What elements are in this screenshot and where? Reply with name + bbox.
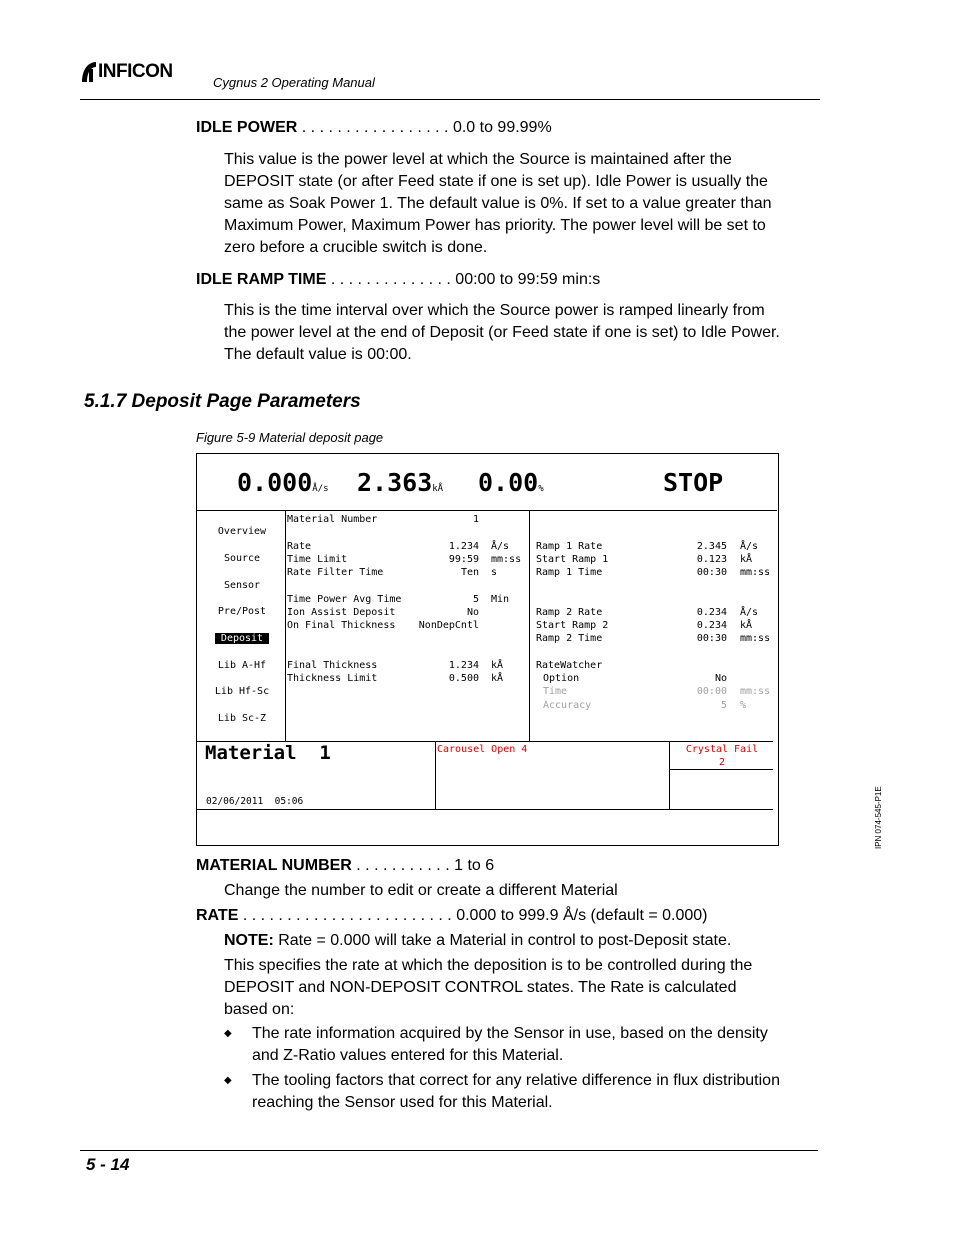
menu-deposit-label: Deposit	[215, 633, 269, 644]
divider	[669, 741, 670, 809]
param-value: No	[466, 607, 479, 618]
rate-value: 0.000	[237, 468, 313, 497]
param-value: NonDepCntl	[418, 620, 479, 631]
menu-deposit[interactable]	[211, 633, 273, 644]
param-name: Final Thickness	[287, 660, 378, 671]
param-value: No	[714, 673, 727, 684]
bullet-icon: ◆	[224, 1075, 232, 1086]
text-line: This value is the power level at which the Source is maintained after the	[224, 151, 732, 168]
bullet-item	[252, 1070, 822, 1114]
param-range: 00:00 to 99:59 min:s	[455, 271, 601, 288]
text-line: the power level at the end of Deposit (or Feed state if one is set) to Idle Power.	[224, 324, 780, 341]
param-name: Rate Filter Time	[287, 567, 384, 578]
menu-sensor[interactable]: Sensor	[223, 580, 261, 591]
text-line: The default value is 00:00.	[224, 346, 412, 363]
param-name: Ramp 1 Time	[536, 567, 603, 578]
section-heading: 5.1.7 Deposit Page Parameters	[84, 391, 361, 412]
param-name: Rate	[287, 541, 312, 552]
param-unit: Min	[491, 594, 510, 605]
note-label: NOTE:	[224, 932, 274, 949]
divider	[197, 809, 773, 810]
param-value: 1	[472, 514, 479, 525]
param-unit: Å/s	[491, 541, 510, 552]
param-value: 2.345	[696, 541, 727, 552]
param-name: Ramp 2 Time	[536, 633, 603, 644]
param-label: IDLE POWER	[196, 119, 298, 136]
state-readout: STOP	[663, 468, 724, 497]
param-unit: Å/s	[740, 607, 759, 618]
param-name: Ramp 2 Rate	[536, 607, 603, 618]
carousel-alarm: Carousel Open 4	[437, 744, 528, 755]
param-unit: mm:ss	[740, 686, 771, 697]
param-value: 00:00	[696, 686, 727, 697]
param-unit: mm:ss	[491, 554, 522, 565]
param-value: 00:30	[696, 633, 727, 644]
param-leader: . . . . . . . . . . .	[351, 857, 455, 874]
thickness-unit: kÅ	[432, 484, 444, 494]
note-text: Rate = 0.000 will take a Material in control to post-Deposit state.	[273, 932, 732, 949]
param-leader: . . . . . . . . . . . . . . . . . . . . . . . .	[238, 907, 457, 924]
menu-lib-sc-z[interactable]: Lib Sc-Z	[217, 713, 267, 724]
text-line: The tooling factors that correct for any relative difference in flux distribution	[252, 1072, 780, 1089]
text-line: Maximum Power, Maximum Power has priority. The power level will be set to	[224, 217, 766, 234]
idle-ramp-description	[224, 300, 816, 366]
param-label: RATE	[196, 907, 239, 924]
divider	[435, 741, 436, 809]
param-leader: . . . . . . . . . . . . . . . . .	[297, 119, 453, 136]
menu-pre-post[interactable]: Pre/Post	[217, 606, 267, 617]
param-unit: kÅ	[740, 554, 753, 565]
deposit-page-screen	[196, 453, 779, 846]
idle-ramp-param	[196, 269, 600, 291]
param-leader: . . . . . . . . . . . . . .	[326, 271, 456, 288]
param-value: 99:59	[448, 554, 479, 565]
param-name: Time	[543, 686, 568, 697]
param-label: MATERIAL NUMBER	[196, 857, 352, 874]
rate-param	[196, 905, 708, 927]
figure-caption: Figure 5-9 Material deposit page	[196, 430, 384, 445]
param-value: 0.234	[696, 620, 727, 631]
text-line: DEPOSIT and NON-DEPOSIT CONTROL states. The Rate is calculated	[224, 979, 737, 996]
manual-title: Cygnus 2 Operating Manual	[213, 75, 375, 90]
param-name: Option	[543, 673, 580, 684]
param-unit: %	[740, 700, 747, 711]
param-value: Ten	[460, 567, 479, 578]
param-name: Ramp 1 Rate	[536, 541, 603, 552]
param-unit: kÅ	[740, 620, 753, 631]
thickness-value: 2.363	[357, 468, 433, 497]
ipn-code: IPN 074-545-P1E	[874, 786, 883, 849]
footer-rule	[80, 1150, 818, 1151]
inficon-logo	[80, 58, 195, 86]
text-line: This specifies the rate at which the deposition is to be controlled during the	[224, 957, 753, 974]
datetime: 02/06/2011 05:06	[206, 796, 304, 807]
menu-overview[interactable]: Overview	[217, 526, 267, 537]
param-value: 0.500	[448, 673, 479, 684]
param-unit: Å/s	[740, 541, 759, 552]
material-label: Material 1	[205, 742, 331, 764]
param-value: 0.234	[696, 607, 727, 618]
rate-readout	[237, 468, 329, 497]
param-value: 5	[472, 594, 479, 605]
param-unit: kÅ	[491, 673, 504, 684]
thickness-readout	[357, 468, 443, 497]
param-value: 1.234	[448, 660, 479, 671]
text-line: same as Soak Power 1. The default value is 0%. If set to a value greater than	[224, 195, 772, 212]
crystal-alarm-number: 2	[718, 757, 726, 768]
param-value: 0.123	[696, 554, 727, 565]
divider	[285, 510, 286, 741]
power-readout	[478, 468, 544, 497]
text-line: zero before a crucible switch is done.	[224, 239, 488, 256]
param-name: Start Ramp 1	[536, 554, 609, 565]
param-name: Material Number	[287, 514, 378, 525]
divider	[529, 510, 530, 741]
material-number-description: Change the number to edit or create a different Material	[224, 882, 618, 899]
material-number-param	[196, 855, 494, 877]
logo-text: INFICON	[98, 61, 173, 82]
rate-note	[224, 930, 816, 952]
power-unit: %	[538, 484, 544, 494]
param-name: Time Limit	[287, 554, 348, 565]
menu-source[interactable]: Source	[223, 553, 261, 564]
param-range: 1 to 6	[454, 857, 495, 874]
rate-unit: Å/s	[312, 484, 329, 494]
page-number: 5 - 14	[86, 1155, 130, 1174]
param-name: Ion Assist Deposit	[287, 607, 396, 618]
text-line: reaching the Sensor used for this Material.	[252, 1094, 553, 1111]
param-value: 00:30	[696, 567, 727, 578]
param-name: Thickness Limit	[287, 673, 378, 684]
menu-lib-a-hf[interactable]: Lib A-Hf	[217, 660, 267, 671]
param-name: Start Ramp 2	[536, 620, 609, 631]
divider	[197, 510, 777, 511]
param-range: 0.0 to 99.99%	[452, 119, 552, 136]
idle-power-param	[196, 117, 552, 139]
inficon-logo-icon	[80, 60, 98, 84]
text-line: and Z-Ratio values entered for this Material.	[252, 1047, 564, 1064]
text-line: This is the time interval over which the Source power is ramped linearly from	[224, 302, 765, 319]
param-name: Accuracy	[543, 700, 592, 711]
param-value: 1.234	[448, 541, 479, 552]
param-range: 0.000 to 999.9 Å/s (default = 0.000)	[456, 907, 708, 924]
param-name: On Final Thickness	[287, 620, 396, 631]
rate-description	[224, 955, 816, 1021]
bullet-item	[252, 1023, 822, 1067]
menu-lib-hf-sc[interactable]: Lib Hf-Sc	[214, 686, 270, 697]
power-value: 0.00	[478, 468, 539, 497]
param-unit: mm:ss	[740, 633, 771, 644]
crystal-alarm: Crystal Fail	[685, 744, 759, 755]
param-unit: kÅ	[491, 660, 504, 671]
text-line: based on:	[224, 1001, 295, 1018]
text-line: DEPOSIT state (or after Feed state if one is set up). Idle Power is usually the	[224, 173, 768, 190]
idle-power-description	[224, 149, 816, 259]
ratewatcher-title: RateWatcher	[536, 660, 603, 671]
param-value: 5	[720, 700, 727, 711]
text-line: The rate information acquired by the Sensor in use, based on the density	[252, 1025, 768, 1042]
bullet-icon: ◆	[224, 1028, 232, 1039]
param-label: IDLE RAMP TIME	[196, 271, 327, 288]
param-unit: s	[491, 567, 498, 578]
param-name: Time Power Avg Time	[287, 594, 402, 605]
header-rule	[80, 99, 820, 100]
param-unit: mm:ss	[740, 567, 771, 578]
